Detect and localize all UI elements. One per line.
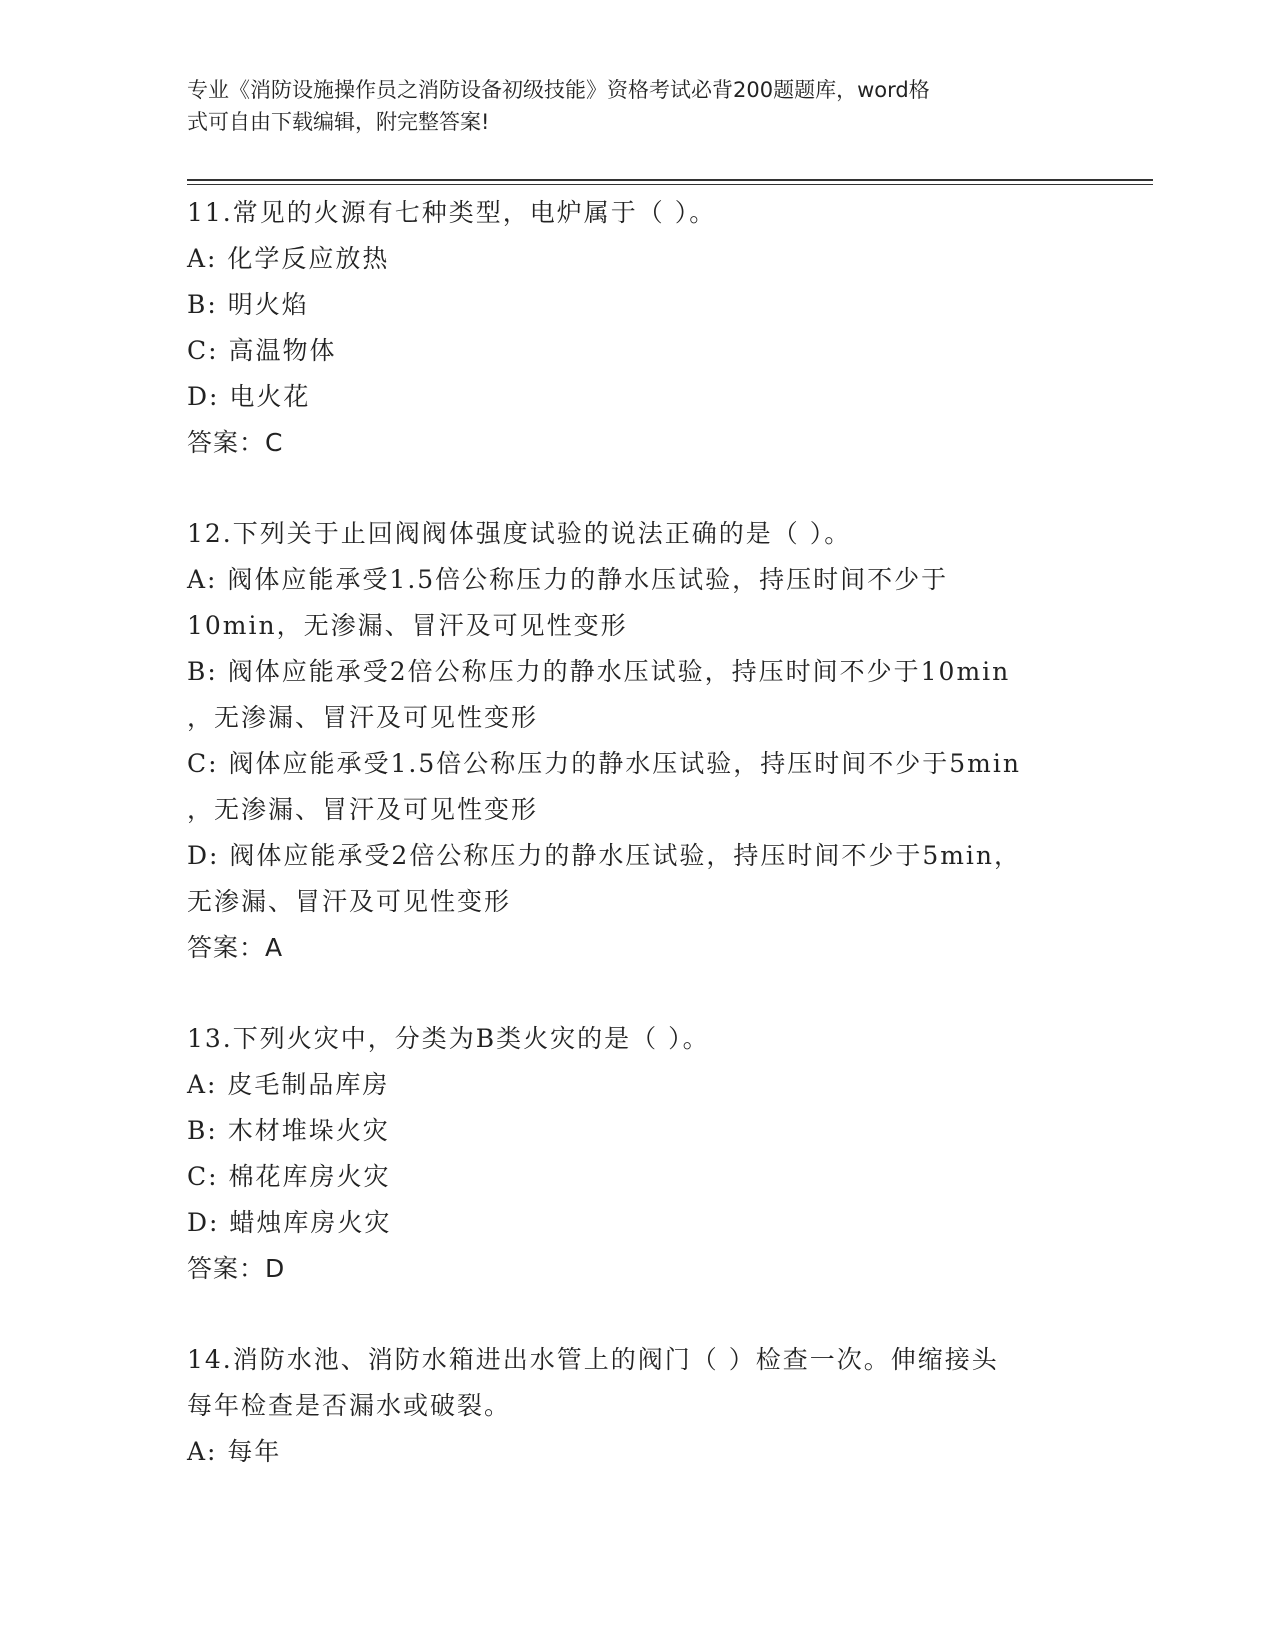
- header-divider-thick: [187, 179, 1153, 181]
- answer-option: A: 皮毛制品库房: [187, 1070, 390, 1099]
- answer-option: B: 明火焰: [187, 290, 309, 319]
- answer-option: B: 木材堆垛火灾: [187, 1116, 390, 1145]
- answer-key: 答案：D: [187, 1254, 286, 1283]
- question-stem: 13.下列火灾中，分类为B类火灾的是（ ）。: [187, 1024, 710, 1053]
- answer-option: B: 阀体应能承受2倍公称压力的静水压试验，持压时间不少于10min: [187, 657, 1011, 686]
- question-spacer: [187, 466, 1087, 511]
- answer-option: 无渗漏、冒汗及可见性变形: [187, 887, 512, 916]
- question-stem: 11.常见的火源有七种类型，电炉属于（ ）。: [187, 198, 717, 227]
- answer-option: C: 阀体应能承受1.5倍公称压力的静水压试验，持压时间不少于5min: [187, 749, 1021, 778]
- header-line-1: 专业《消防设施操作员之消防设备初级技能》资格考试必背200题题库，word格: [187, 78, 930, 102]
- question-spacer: [187, 971, 1087, 1016]
- answer-option: C: 高温物体: [187, 336, 337, 365]
- answer-option: A: 阀体应能承受1.5倍公称压力的静水压试验，持压时间不少于: [187, 565, 949, 594]
- answer-option: D: 电火花: [187, 382, 311, 411]
- answer-option: 10min，无渗漏、冒汗及可见性变形: [187, 611, 628, 640]
- question-block: [187, 190, 1087, 511]
- question-stem: 12.下列关于止回阀阀体强度试验的说法正确的是（ ）。: [187, 519, 852, 548]
- question-list: [187, 190, 1087, 1475]
- question-stem: 14.消防水池、消防水箱进出水管上的阀门（ ）检查一次。伸缩接头: [187, 1345, 999, 1374]
- question-stem: 每年检查是否漏水或破裂。: [187, 1391, 512, 1420]
- header-line-2: 式可自由下载编辑，附完整答案!: [187, 110, 490, 134]
- question-block: [187, 1016, 1087, 1337]
- answer-option: C: 棉花库房火灾: [187, 1162, 391, 1191]
- question-block: [187, 1337, 1087, 1475]
- header-divider-thin: [187, 184, 1153, 185]
- question-spacer: [187, 1292, 1087, 1337]
- answer-option: D: 蜡烛库房火灾: [187, 1208, 392, 1237]
- answer-key: 答案：C: [187, 428, 284, 457]
- answer-option: ，无渗漏、冒汗及可见性变形: [187, 703, 539, 732]
- answer-option: D: 阀体应能承受2倍公称压力的静水压试验，持压时间不少于5min，: [187, 841, 1022, 870]
- document-header: [187, 74, 1077, 138]
- answer-option: A: 化学反应放热: [187, 244, 390, 273]
- answer-key: 答案：A: [187, 933, 284, 962]
- answer-option: A: 每年: [187, 1437, 282, 1466]
- answer-option: ，无渗漏、冒汗及可见性变形: [187, 795, 539, 824]
- question-block: [187, 511, 1087, 1016]
